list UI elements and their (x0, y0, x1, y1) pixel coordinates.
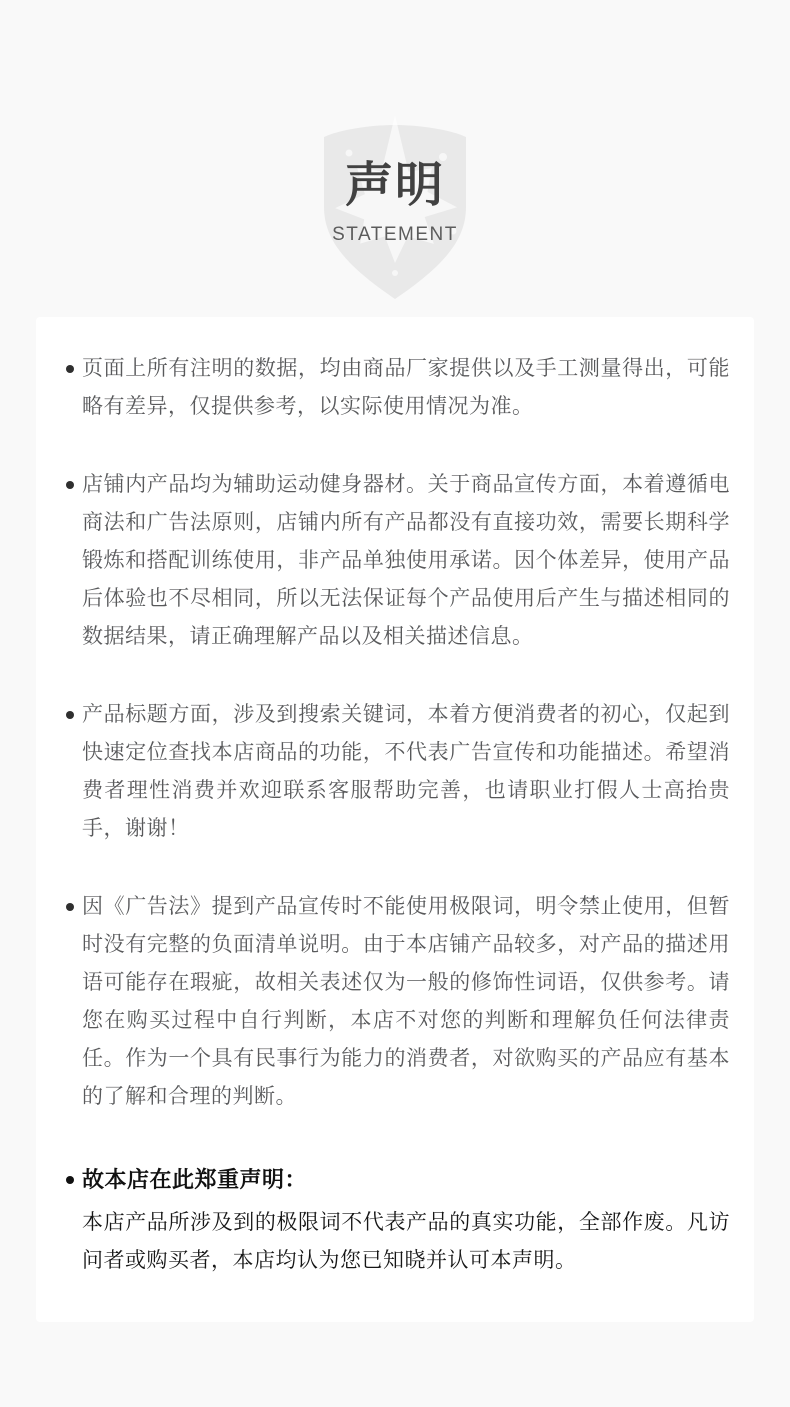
statement-item-title-keywords: 产品标题方面，涉及到搜索关键词，本着方便消费者的初心，仅起到快速定位查找本店商品的功能，不代表广告宣传和功能描述。希望消费者理性消费并欢迎联系客服帮助完善，也请职业打假人士高抬贵手，谢谢！ (36, 696, 730, 848)
statement-badge (315, 111, 475, 301)
statement-card (36, 317, 754, 1322)
statement-list (36, 350, 730, 1116)
badge-subtitle: STATEMENT (332, 224, 458, 245)
final-declaration-body: 本店产品所涉及到的极限词不代表产品的真实功能，全部作废。凡访问者或购买者，本店均认为您已知晓并认可本声明。 (82, 1211, 730, 1272)
statement-item-product-efficacy: 店铺内产品均为辅助运动健身器材。关于商品宣传方面，本着遵循电商法和广告法原则，店铺内所有产品都没有直接功效，需要长期科学锻炼和搭配训练使用，非产品单独使用承诺。因个体差异，使用产品后体验也不尽相同，所以无法保证每个产品使用后产生与描述相同的数据结果，请正确理解产品以及相关描述信息。 (36, 466, 730, 656)
badge-title: 声明 (344, 159, 445, 212)
statement-final-declaration (36, 1161, 730, 1280)
statement-item-ad-law: 因《广告法》提到产品宣传时不能使用极限词，明令禁止使用，但暂时没有完整的负面清单说明。由于本店铺产品较多，对产品的描述用语可能存在瑕疵，故相关表述仅为一般的修饰性词语，仅供参考。请您在购买过程中自行判断，本店不对您的判断和理解负任何法律责任。作为一个具有民事行为能力的消费者，对欲购买的产品应有基本的了解和合理的判断。 (36, 888, 730, 1116)
statement-item-data-accuracy: 页面上所有注明的数据，均由商品厂家提供以及手工测量得出，可能略有差异，仅提供参考，以实际使用情况为准。 (36, 350, 730, 426)
final-declaration-heading: 故本店在此郑重声明： (82, 1167, 308, 1192)
